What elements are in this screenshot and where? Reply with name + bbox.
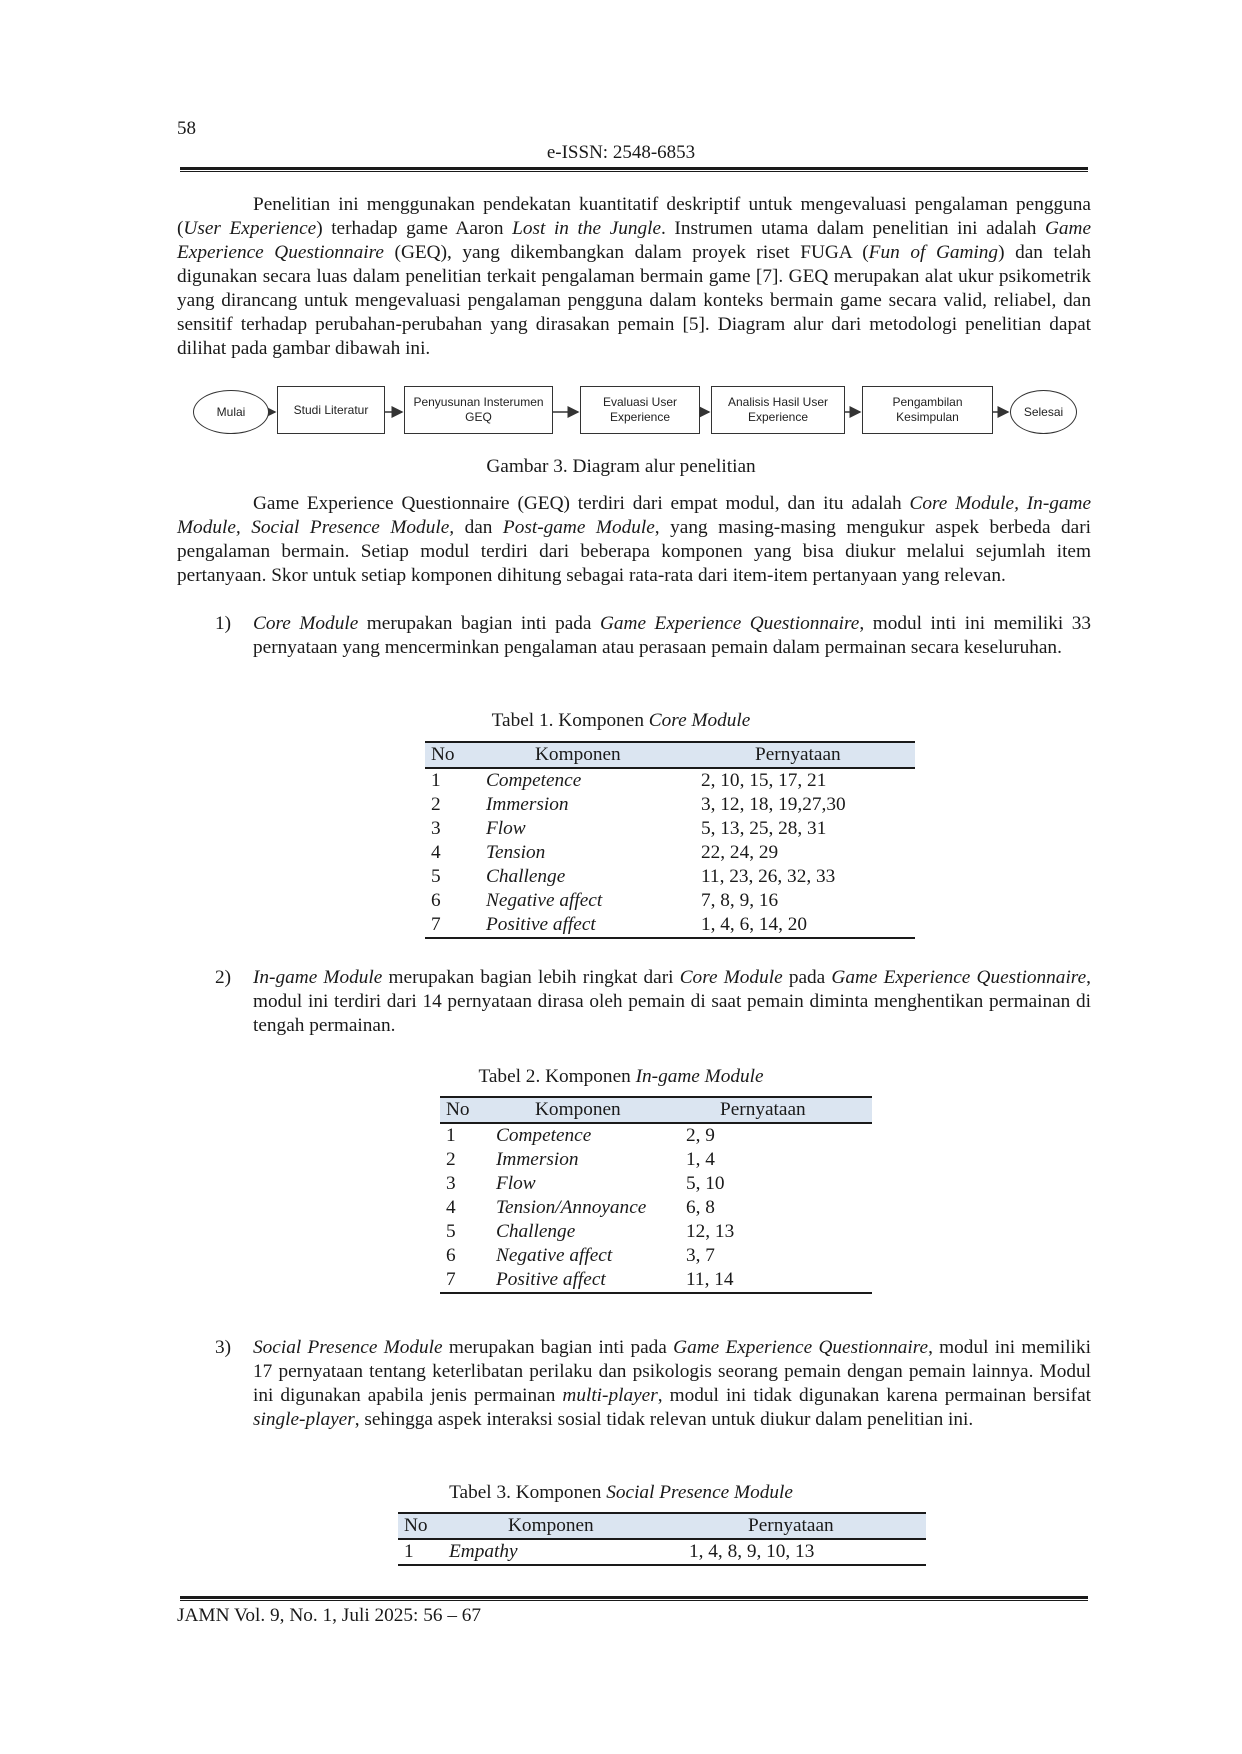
flow-node-instrument: Penyusunan Insterumen GEQ bbox=[404, 386, 553, 434]
flow-node-start: Mulai bbox=[193, 390, 269, 434]
header-rule-thin bbox=[180, 171, 1088, 172]
table-row: 3 Flow 5, 13, 25, 28, 31 bbox=[431, 818, 827, 839]
table-row: 2 Immersion 1, 4 bbox=[446, 1149, 715, 1170]
journal-footer: JAMN Vol. 9, No. 1, Juli 2025: 56 – 67 bbox=[177, 1605, 482, 1626]
footer-rule-thin bbox=[180, 1600, 1088, 1601]
table-row: 6 Negative affect 3, 7 bbox=[446, 1245, 715, 1266]
table2-caption: Tabel 2. Komponen In-game Module bbox=[478, 1066, 764, 1087]
list-item-core-module: 1) Core Module merupakan bagian inti pada Game Experience Questionnaire, modul inti ini memiliki 33 pernyataan yang mencerminkan pengalaman atau perasaan pemain dalam permainan secara keseluruhan. bbox=[215, 613, 1091, 658]
table-core-module bbox=[425, 741, 915, 939]
table-row: 2 Immersion 3, 12, 18, 19,27,30 bbox=[431, 794, 846, 815]
table-row: 7 Positive affect 11, 14 bbox=[440, 1268, 872, 1293]
table-row: 6 Negative affect 7, 8, 9, 16 bbox=[431, 890, 779, 911]
geq-intro-paragraph: Game Experience Questionnaire (GEQ) terdiri dari empat modul, dan itu adalah Core Module, In-game Module, Social Presence Module, dan Post-game Module, yang masing-masing mengukur aspek berbeda dari pengalaman bermain. Setiap modul terdiri dari beberapa komponen yang bisa diukur melalui sejumlah item pertanyaan. Skor untuk setiap komponen dihitung sebagai rata-rata dari item-item pertanyaan yang relevan. bbox=[177, 493, 1092, 586]
table-row: 5 Challenge 12, 13 bbox=[446, 1221, 735, 1242]
table-header-row: No Komponen Pernyataan bbox=[398, 1513, 926, 1539]
table-row: 7 Positive affect 1, 4, 6, 14, 20 bbox=[425, 913, 915, 938]
table-row: 3 Flow 5, 10 bbox=[446, 1173, 725, 1194]
table-header-row: No Komponen Pernyataan bbox=[440, 1097, 872, 1123]
flow-node-conclusion: Pengambilan Kesimpulan bbox=[862, 386, 993, 434]
table3-caption: Tabel 3. Komponen Social Presence Module bbox=[449, 1482, 793, 1503]
list-item-social-presence-module: 3) Social Presence Module merupakan bagian inti pada Game Experience Questionnaire, modul ini memiliki 17 pernyataan tentang keterlibatan perilaku dan psikologis seorang pemain dengan pemain lainnya. Modul ini digunakan apabila jenis permainan multi-player, modul ini tidak digunakan karena permainan bersifat single-player, sehingga aspek interaksi sosial tidak relevan untuk diukur dalam penelitian ini. bbox=[215, 1337, 1091, 1430]
page-number: 58 bbox=[177, 118, 196, 139]
table-header-row: No Komponen Pernyataan bbox=[425, 742, 915, 768]
flow-node-analysis: Analisis Hasil User Experience bbox=[711, 386, 845, 434]
table1-caption: Tabel 1. Komponen Core Module bbox=[491, 710, 751, 731]
table-row: 1 Empathy 1, 4, 8, 9, 10, 13 bbox=[398, 1539, 926, 1565]
header-rule bbox=[180, 167, 1088, 170]
table-row: 1 Competence 2, 10, 15, 17, 21 bbox=[431, 770, 827, 791]
journal-issn: e-ISSN: 2548-6853 bbox=[546, 142, 696, 163]
flow-node-evaluation: Evaluasi User Experience bbox=[580, 386, 700, 434]
figure-caption: Gambar 3. Diagram alur penelitian bbox=[486, 456, 756, 477]
table-in-game-module bbox=[440, 1096, 872, 1294]
footer-rule bbox=[180, 1596, 1088, 1599]
list-item-in-game-module: 2) In-game Module merupakan bagian lebih ringkat dari Core Module pada Game Experience Questionnaire, modul ini terdiri dari 14 pernyataan dirasa oleh pemain di saat pemain diminta menghentikan permainan di tengah permainan. bbox=[215, 967, 1091, 1036]
intro-paragraph: Penelitian ini menggunakan pendekatan kuantitatif deskriptif untuk mengevaluasi pengalaman pengguna (User Experience) terhadap game Aaron Lost in the Jungle. Instrumen utama dalam penelitian ini adalah Game Experience Questionnaire (GEQ), yang dikembangkan dalam proyek riset FUGA (Fun of Gaming) dan telah digunakan secara luas dalam penelitian terkait pengalaman bermain game [7]. GEQ merupakan alat ukur psikometrik yang dirancang untuk mengevaluasi pengalaman pengguna dalam konteks bermain game secara valid, reliabel, dan sensitif terhadap perubahan-perubahan yang dirasakan pemain [5]. Diagram alur dari metodologi penelitian dapat dilihat pada gambar dibawah ini. bbox=[177, 194, 1092, 359]
flow-node-literature: Studi Literatur bbox=[277, 386, 385, 434]
table-row: 4 Tension 22, 24, 29 bbox=[431, 842, 779, 863]
table-row: 5 Challenge 11, 23, 26, 32, 33 bbox=[431, 866, 836, 887]
table-row: 4 Tension/Annoyance 6, 8 bbox=[446, 1197, 715, 1218]
table-row: 1 Competence 2, 9 bbox=[446, 1125, 715, 1146]
flow-node-end: Selesai bbox=[1010, 390, 1077, 434]
flow-diagram bbox=[193, 386, 1083, 442]
table-social-presence-module bbox=[398, 1512, 926, 1566]
